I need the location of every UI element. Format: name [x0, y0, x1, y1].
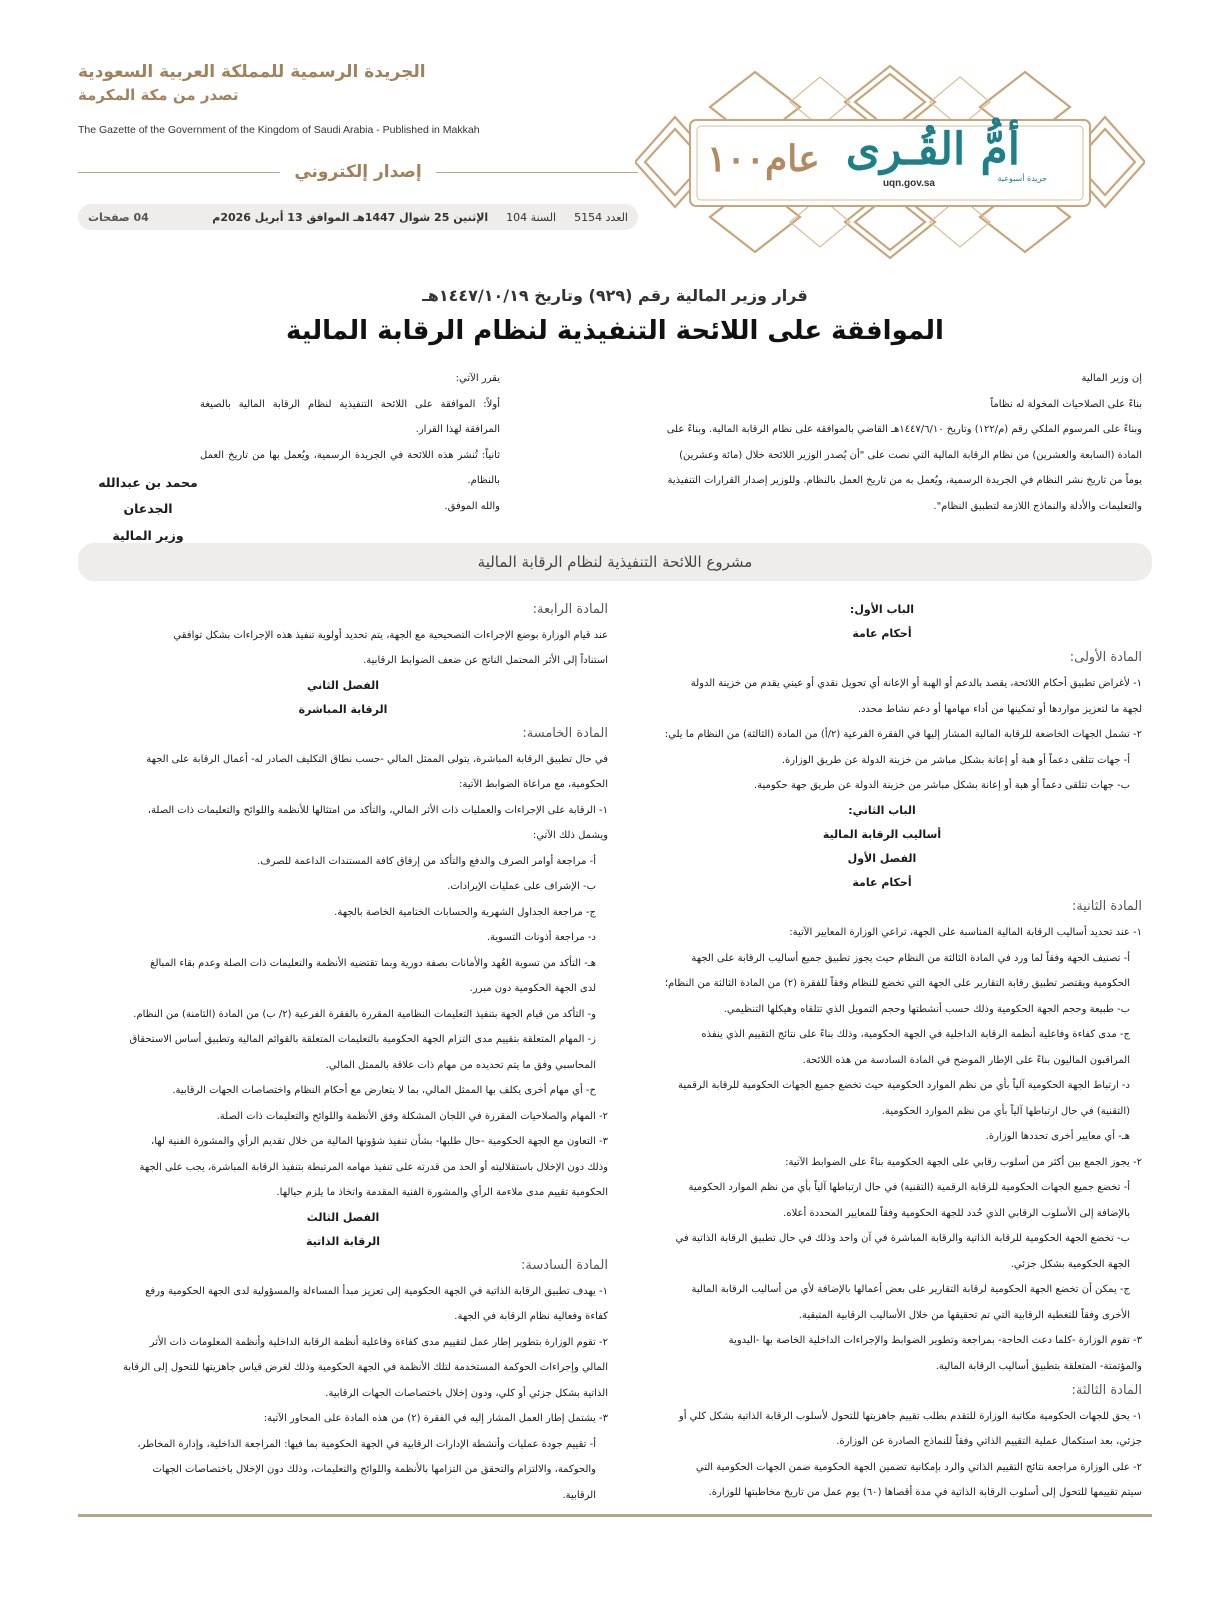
clause-line: هـ- أي معايير أخرى تحددها الوزارة. [985, 1131, 1130, 1142]
logo-hundred-years: عام١٠٠ [707, 138, 820, 180]
article-title: المادة الثالثة: [1071, 1383, 1142, 1398]
issue-year: السنة 104 [506, 210, 557, 224]
clause-line: أ- مراجعة أوامر الصرف والدفع والتأكد من إرفاق كافة المستندات الداعمة للصرف. [257, 855, 596, 867]
paragraph-line: لجهة ما لتعزيز مواردها أو تمكينها من أداء مهامها أو دعم نشاط محدد. [857, 703, 1142, 715]
issue-info [212, 211, 628, 224]
edition-label: إصدار إلكتروني [294, 162, 422, 182]
issue-pages: 04 صفحات [88, 210, 149, 224]
paragraph-line: والمؤتمتة- المتعلقة بتطبيق أساليب الرقابة المالية. [935, 1360, 1142, 1372]
clause-line: المراقبون الماليون بناءً على الإطار الموضح في المادة السادسة من هذه اللائحة. [802, 1054, 1130, 1066]
edition-rule [78, 172, 280, 173]
issue-number: العدد 5154 [574, 210, 628, 224]
published-in-ar: تصدر من مكة المكرمة [78, 86, 239, 104]
paragraph-line: ٢- تقوم الوزارة بتطوير إطار عمل لتقييم مدى كفاءة وفاعلية أنظمة الرقابة الداخلية وأنظمة المعلومات ذات الأثر [149, 1336, 608, 1348]
article-title: المادة الرابعة: [532, 602, 608, 617]
clause-line: الأخرى وفقاً للتغطية الرقابية التي تم تحقيقها من خلال الأساليب الرقابية المتبقية. [798, 1309, 1130, 1321]
paragraph-line: في حال تطبيق الرقابة المباشرة، يتولى الممثل المالي -حسب نطاق التكليف الصادر له- أعمال الرقابة على الجهة [146, 753, 608, 765]
masthead-text [78, 62, 638, 230]
logo-title: أمُّ القُـرى [845, 124, 1020, 175]
paragraph-line: ٣- تقوم الوزارة -كلما دعت الحاجة- بمراجعة وتطوير الضوابط والإجراءات الداخلية الخاصة بها -اليدوية [728, 1335, 1142, 1346]
section-heading: الباب الثاني: [848, 803, 916, 817]
section-heading: الباب الأول: [849, 603, 915, 616]
clause-line: (التقنية) في حال ارتباطها آلياً بأي من نظم الموارد الحكومية. [881, 1105, 1130, 1117]
section-heading: الفصل الأول [847, 851, 917, 865]
decision-item: ثانياً: تُنشر هذه اللائحة في الجريدة الرسمية، ويُعمل بها من تاريخ العمل بالنظام. [200, 449, 500, 486]
preamble [622, 366, 1142, 519]
clause-line: ح- أي مهام أخرى يكلف بها الممثل المالي، بما لا يتعارض مع أحكام النظام واختصاصات الجهات الرقابية. [172, 1085, 596, 1097]
paragraph-line: ١- لأغراض تطبيق أحكام اللائحة، يقصد بالدعم أو الهبة أو الإعانة أي تحويل نقدي أو عيني يقدم من خزينة الدولة [690, 678, 1142, 690]
decision-item: أولاً: الموافقة على اللائحة التنفيذية لنظام الرقابة المالية بالصيغة المرافقة لهذا القرار. [200, 398, 500, 435]
footer-rule [78, 1514, 1152, 1517]
paragraph-line: ٢- تشمل الجهات الخاضعة للرقابة المالية المشار إليها في الفقرة الفرعية (٢/أ) من المادة (الثالثة) من النظام ما يلي: [664, 729, 1142, 741]
clause-line: ج- مدى كفاءة وفاعلية أنظمة الرقابة الداخلية في الجهة الحكومية، وذلك بناءً على نتائج التقييم الذي ينفذه [701, 1029, 1130, 1040]
paragraph-line: الذاتية بشكل جزئي أو كلي، ودون إخلال باختصاصات الجهات الرقابية. [325, 1387, 608, 1399]
clause-line: د- ارتباط الجهة الحكومية آلياً بأي من نظم الموارد الحكومية حيث تخضع جميع الجهات الحكومية للرقابة الرقمية [677, 1080, 1130, 1091]
logo-url: uqn.gov.sa [882, 178, 935, 189]
paragraph-line: استناداً إلى الأثر المحتمل الناتج عن ضعف الضوابط الرقابية. [363, 655, 608, 667]
clause-line: ج- يمكن أن تخضع الجهة الحكومية لرقابة التقارير على بعض أعمالها بالإضافة لأي من أساليب الرقابة المالية [691, 1284, 1130, 1295]
clause-line: أ- جهات تتلقى دعماً أو هبة أو إعانة بشكل مباشر من خزينة الدولة عن طريق الوزارة. [781, 754, 1130, 766]
issue-date: الإثنين 25 شوال 1447هـ الموافق 13 أبريل 2026م [212, 210, 489, 224]
preamble-line: المادة (السابعة والعشرين) من نظام الرقابة المالية التي نصت على "أن يُصدر الوزير اللائحة خلال (مائة وعشرين) [679, 449, 1142, 461]
paper-name-en: The Gazette of the Government of the Kingdom of Saudi Arabia - Published in Makkah [78, 124, 480, 136]
article-title: المادة السادسة: [521, 1258, 608, 1274]
signer-name: محمد بن عبدالله الجدعان [98, 475, 198, 517]
preamble-line: يوماً من تاريخ نشر النظام في الجريدة الرسمية، ويُعمل به من تاريخ العمل بالنظام. وللوزير إصدار القرارات التنفيذية [667, 475, 1142, 486]
paper-name-ar: الجريدة الرسمية للمملكة العربية السعودية [78, 62, 426, 82]
clause-line: ز- المهام المتعلقة بتقييم مدى التزام الجهة الحكومية بالتعليمات المتعلقة بالقوائم المالية وتطبيق أساس الاستحقاق [129, 1034, 596, 1046]
clause-line: أ- تقييم جودة عمليات وأنشطة الإدارات الرقابية في الجهة الحكومية بما فيها: المراجعة الداخلية، وإدارة المخاطر، [137, 1438, 596, 1450]
clause-line: ب- الإشراف على عمليات الإيرادات. [447, 881, 596, 893]
decision-subtitle: قرار وزير المالية رقم (٩٢٩) وتاريخ ١٤٤٧/١٠/١٩هـ [422, 286, 808, 305]
clause-line: د- مراجعة أذونات التسوية. [486, 932, 596, 944]
masthead-logo [635, 62, 1145, 262]
clause-line: ب- تخضع الجهة الحكومية للرقابة الذاتية والرقابة المباشرة في آن واحد وذلك في حال تطبيق الرقابة الذاتية في [675, 1233, 1130, 1244]
edition-row [78, 162, 638, 182]
logo-tag: جريدة أسبوعية [997, 174, 1047, 183]
paragraph-line: ١- عند تحديد أساليب الرقابة المالية المناسبة على الجهة، تراعي الوزارة المعايير الآتية: [789, 927, 1142, 938]
clause-line: الحكومية ويقتصر تطبيق رقابة التقارير على الجهة التي تخضع للنظام وفقاً للفقرة (٢) من المادة الثالثة من النظام؛ [664, 978, 1130, 989]
edition-rule [436, 172, 638, 173]
clause-line: ج- مراجعة الجداول الشهرية والحسابات الختامية الخاصة بالجهة. [334, 906, 596, 918]
clause-line: أ- تصنيف الجهة وفقاً لما ورد في المادة الثالثة من النظام حيث يجوز تطبيق جميع أساليب الرقابة على الجهة [691, 952, 1130, 964]
paragraph-line: الحكومية، مع مراعاة الضوابط الآتية: [459, 779, 608, 791]
clause-line: المحاسبي وفق ما يتم تحديده من مهام ذات علاقة بالممثل المالي. [325, 1059, 596, 1071]
issue-bar [78, 204, 638, 230]
paragraph-line: المالي وإجراءات الحوكمة المستخدمة لتلك الأنظمة في الجهة الحكومية وذلك لغرض قياس جاهزيتها للتحول إلى الرقابة [123, 1362, 608, 1374]
body-column-left [78, 598, 608, 1508]
clause-line: والحوكمة، والالتزام والتحقق من التزامها بالأنظمة واللوائح والتعليمات، وذلك دون الإخلال باختصاصات الجهات [152, 1464, 596, 1476]
clause-line: ب- جهات تتلقى دعماً أو هبة أو إعانة بشكل مباشر من خزينة الدولة عن طريق جهة حكومية. [753, 780, 1130, 792]
paragraph-line: ويشمل ذلك الآتي: [532, 830, 608, 842]
clause-line: و- التأكد من قيام الجهة بتنفيذ التعليمات النظامية المقررة بالفقرة الفرعية (٢/ ب) من المادة (الثامنة) من النظام. [133, 1008, 596, 1020]
paragraph-line: ٣- يشتمل إطار العمل المشار إليه في الفقرة (٢) من هذه المادة على المحاور الآتية: [263, 1413, 608, 1425]
paragraph-line: عند قيام الوزارة بوضع الإجراءات التصحيحية مع الجهة، يتم تحديد أولوية تنفيذ هذه الإجراءات بشكل توافقي [173, 629, 608, 641]
article-title: المادة الثانية: [1071, 899, 1142, 915]
body-column-right [622, 598, 1142, 1506]
clause-line: الرقابية. [562, 1489, 596, 1501]
signature [78, 470, 218, 549]
clause-line: لدى الجهة الحكومية دون مبرر. [469, 983, 596, 995]
preamble-line: وبناءً على المرسوم الملكي رقم (م/١٢٢) وتاريخ ١٤٤٧/٦/١٠هـ القاضي بالموافقة على نظام الرقابة المالية. وبناءً على [666, 424, 1142, 435]
paragraph-line: وذلك دون الإخلال باستقلاليته أو الحد من قدرته على تنفيذ مهامه المرتبطة بتنفيذ الرقابة المباشرة، يجب على الجهة [139, 1161, 608, 1173]
clause-line: ب- طبيعة وحجم الجهة الحكومية وذلك حسب أنشطتها وحجم التمويل الذي تتلقاه وهيكلها التنظيمي. [723, 1003, 1130, 1015]
paragraph-line: ٢- المهام والصلاحيات المقررة في اللجان المشكلة وفق الأنظمة واللوائح والتعليمات ذات الصلة. [216, 1110, 608, 1122]
paragraph-line: ١- يحق للجهات الحكومية مكاتبة الوزارة للتقدم بطلب تقييم جاهزيتها للتحول لأسلوب الرقابة الذاتية بشكل كلي أو [678, 1410, 1142, 1422]
section-heading: أساليب الرقابة المالية [822, 827, 942, 841]
clause-line: أ- تخضع جميع الجهات الحكومية للرقابة الرقمية (التقنية) في حال ارتباطها آلياً بأي من نظم الموارد الحكومية [688, 1182, 1130, 1193]
section-heading: أحكام عامة [852, 876, 912, 890]
paragraph-line: كفاءة وفعالية نظام الرقابة في الجهة. [454, 1311, 608, 1323]
decides-label: يقرر الآتي: [455, 373, 500, 384]
clause-line: بالإضافة إلى الأسلوب الرقابي الذي حُدد للجهة الحكومية وفقاً للمعايير المحددة أعلاه. [783, 1207, 1130, 1219]
article-title: المادة الأولى: [1069, 650, 1142, 666]
section-heading: أحكام عامة [852, 627, 912, 641]
paragraph-line: جزئي، بعد استكمال عملية التقييم الذاتي وفقاً للنماذج الصادرة عن الوزارة. [836, 1436, 1142, 1448]
decision-title: الموافقة على اللائحة التنفيذية لنظام الرقابة المالية [286, 316, 944, 346]
paragraph-line: ١- الرقابة على الإجراءات والعمليات ذات الأثر المالي، والتأكد من امتثالها للأنظمة واللوائح والتعليمات ذات الصلة، [147, 804, 608, 816]
paragraph-line: ٢- على الوزارة مراجعة نتائج التقييم الذاتي والرد بإمكانية تضمين الجهة الحكومية ضمن الجهات الحكومية التي [695, 1461, 1142, 1473]
article-title: المادة الخامسة: [522, 726, 608, 742]
paragraph-line: سيتم تقييمها للتحول إلى أسلوب الرقابة الذاتية في مدة أقصاها (٦٠) يوم عمل من تاريخ مخاطبتها للوزارة. [708, 1487, 1142, 1499]
decisions [200, 366, 500, 519]
decision-item: والله الموفق. [444, 500, 500, 512]
preamble-line: بناءً على الصلاحيات المخولة له نظاماً [990, 398, 1142, 410]
draft-title-bar: مشروع اللائحة التنفيذية لنظام الرقابة المالية [78, 543, 1152, 581]
preamble-line: إن وزير المالية [1081, 373, 1142, 384]
paragraph-line: ٣- التعاون مع الجهة الحكومية -حال طلبها- بشأن تنفيذ شؤونها المالية من خلال تقديم الرأي والمشورة الفنية لها، [151, 1136, 608, 1148]
preamble-line: والتعليمات والأدلة والنماذج اللازمة لتطبيق النظام". [933, 500, 1142, 512]
signer-title: وزير المالية [112, 527, 184, 543]
paragraph-line: الحكومية تقييم مدى ملاءمة الرأي والمشورة الفنية المقدمة واتخاذ ما يلزم حيالها. [276, 1187, 608, 1199]
clause-line: هـ- التأكد من تسوية العُهد والأمانات بصفة دورية وبما تقتضيه الأنظمة والتعليمات ذات الصلة وعدم بقاء المبالغ [150, 957, 596, 969]
section-heading: الرقابة المباشرة [298, 702, 388, 716]
clause-line: الجهة الحكومية بشكل جزئي. [1010, 1258, 1130, 1270]
paragraph-line: ٢- يجوز الجمع بين أكثر من أسلوب رقابي على الجهة الحكومية بناءً على الضوابط الآتية: [785, 1156, 1142, 1168]
section-heading: الفصل الثالث [306, 1210, 380, 1224]
section-heading: الرقابة الذاتية [305, 1234, 381, 1248]
paragraph-line: ١- يهدف تطبيق الرقابة الذاتية في الجهة الحكومية إلى تعزيز مبدأ المساءلة والمسؤولية لدى الجهة الحكومية ورفع [145, 1285, 608, 1297]
section-heading: الفصل الثاني [306, 678, 380, 692]
